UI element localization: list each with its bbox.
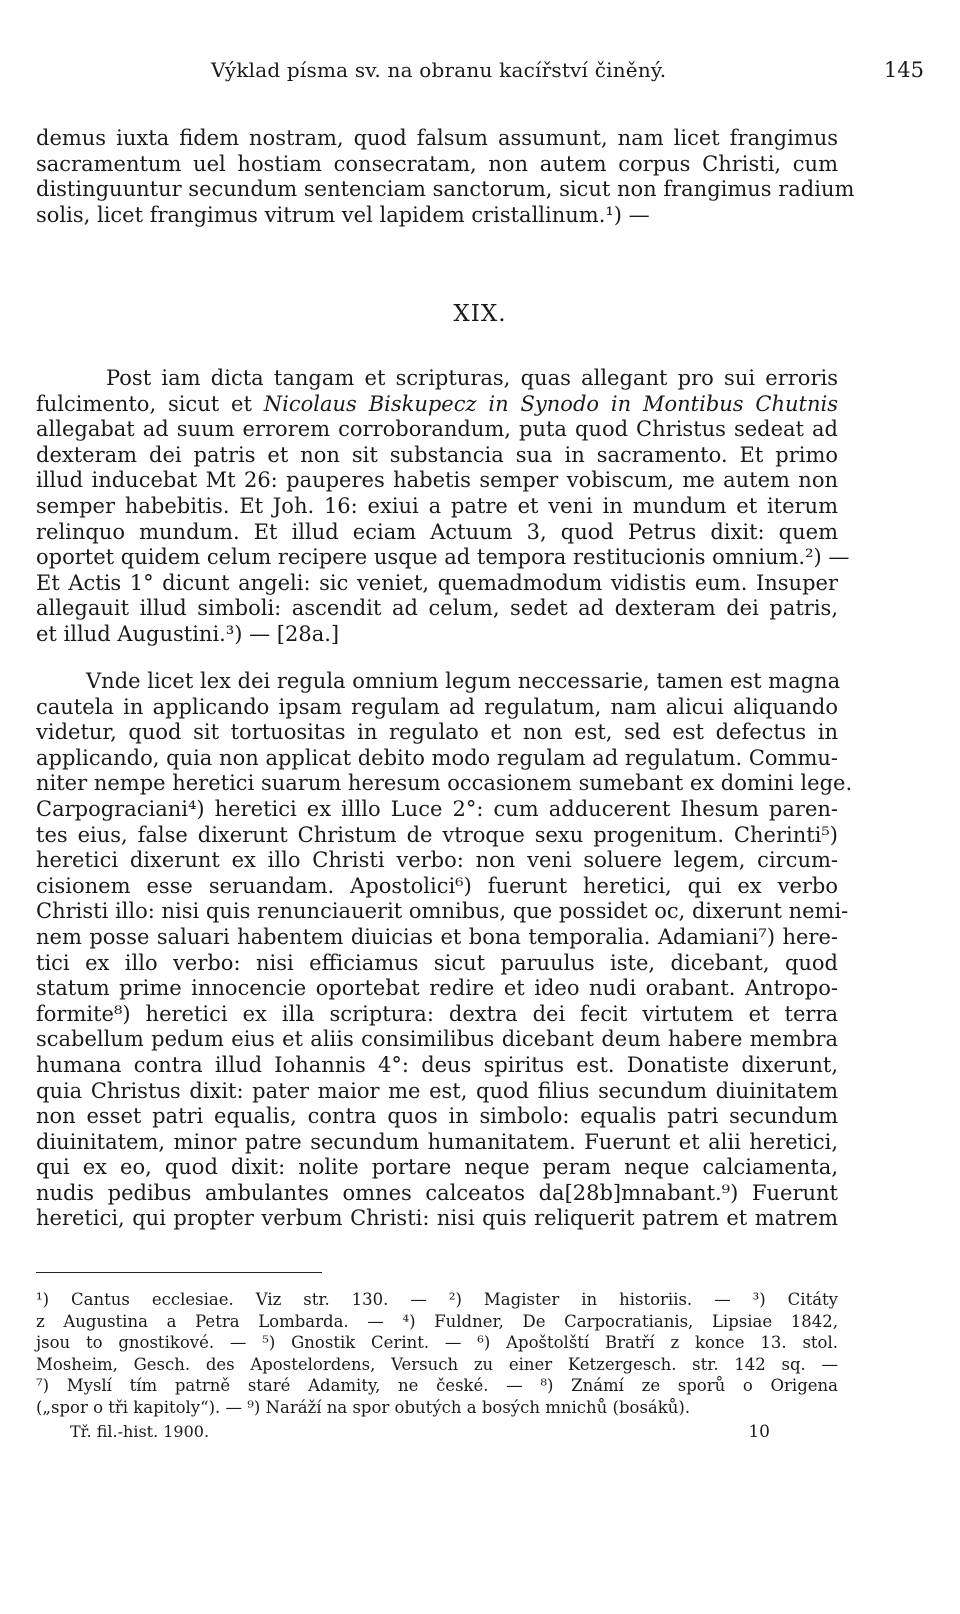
text-line: statum prime innocencie oportebat redire et ideo nudi orabant. Antropo- bbox=[36, 976, 838, 1001]
footnote-line: („spor o tři kapitoly“). — ⁹) Naráží na spor obutých a bosých mnichů (bosáků). bbox=[36, 1397, 691, 1417]
text-line: applicando, quia non applicat debito modo regulam ad regulatum. Commu- bbox=[36, 745, 838, 770]
text-line: sacramentum uel hostiam consecratam, non autem corpus Christi, cum bbox=[36, 151, 838, 176]
text-line: nudis pedibus ambulantes omnes calceatos da[28b]mnabant.⁹) Fuerunt bbox=[36, 1180, 838, 1205]
series-signature: Tř. fil.-hist. 1900. bbox=[70, 1422, 210, 1441]
text-line bbox=[36, 392, 838, 418]
text-line: heretici dixerunt ex illo Christi verbo: non veni soluere legem, circum- bbox=[36, 848, 838, 873]
text-line: heretici, qui propter verbum Christi: nisi quis reliquerit patrem et matrem bbox=[36, 1206, 838, 1231]
running-title: Výklad písma sv. na obranu kacířství činěný. bbox=[211, 58, 667, 82]
continuation-paragraph bbox=[36, 126, 855, 228]
footnote-line: ¹) Cantus ecclesiae. Viz str. 130. — ²) Magister in historiis. — ³) Citáty bbox=[36, 1290, 838, 1309]
text-line: diuinitatem, minor patre secundum humanitatem. Fuerunt et alii heretici, bbox=[36, 1129, 838, 1154]
text-fragment: fulcimento, sicut et bbox=[36, 391, 264, 416]
text-line: semper habebitis. Et Joh. 16: exiui a patre et veni in mundum et iterum bbox=[36, 493, 838, 518]
text-line: Vnde licet lex dei regula omnium legum neccessarie, tamen est magna bbox=[86, 669, 841, 693]
text-line: allegabat ad suum errorem corroborandum, puta quod Christus sedeat ad bbox=[36, 417, 838, 442]
text-line: oportet quidem celum recipere usque ad tempora restitucionis omnium.²) — bbox=[36, 545, 850, 570]
text-line: humana contra illud Iohannis 4°: deus spiritus est. Donatiste dixerunt, bbox=[36, 1052, 838, 1077]
text-line: nem posse saluari habentem diuicias et bona temporalia. Adamiani⁷) here- bbox=[36, 924, 838, 949]
printer-signature bbox=[70, 1422, 770, 1446]
text-line: niter nempe heretici suarum heresum occasionem sumebant ex domini lege. bbox=[36, 771, 853, 796]
paragraph bbox=[36, 366, 850, 648]
text-line: tici ex illo verbo: nisi efficiamus sicut paruulus iste, dicebant, quod bbox=[36, 950, 838, 975]
running-header bbox=[36, 58, 924, 92]
text-line: quia Christus dixit: pater maior me est, quod filius secundum diuinitatem bbox=[36, 1078, 838, 1103]
text-line: Christi illo: nisi quis renunciauerit omnibus, que possidet oc, dixerunt nemi- bbox=[36, 899, 849, 924]
text-line: dexteram dei patris et non sit substancia sua in sacramento. Et primo bbox=[36, 442, 838, 467]
text-line: tes eius, false dixerunt Christum de vtroque sexu progenitum. Cherinti⁵) bbox=[36, 822, 838, 847]
footnote-line: z Augustina a Petra Lombarda. — ⁴) Fuldner, De Carpocratianis, Lipsiae 1842, bbox=[36, 1311, 838, 1331]
text-line: qui ex eo, quod dixit: nolite portare neque peram neque calciamenta, bbox=[36, 1155, 838, 1180]
footnote-line: jsou to gnostikové. — ⁵) Gnostik Cerint. — ⁶) Apoštolští Bratří z konce 13. stol. bbox=[36, 1333, 838, 1353]
page-number: 145 bbox=[883, 58, 924, 82]
sheet-number: 10 bbox=[748, 1422, 770, 1442]
footnote-divider bbox=[36, 1272, 322, 1273]
section-paragraph-2 bbox=[36, 669, 853, 1232]
text-line: Carpograciani⁴) heretici ex illlo Luce 2°: cum adducerent Ihesum paren- bbox=[36, 796, 838, 821]
section-paragraph-1 bbox=[36, 366, 850, 648]
text-line: cautela in applicando ipsam regulam ad regulatum, nam alicui aliquando bbox=[36, 694, 838, 719]
text-line: Post iam dicta tangam et scripturas, quas allegant pro sui erroris bbox=[106, 366, 838, 390]
text-line: non esset patri equalis, contra quos in simbolo: equalis patri secundum bbox=[36, 1104, 838, 1129]
text-line: distinguuntur secundum sentenciam sanctorum, sicut non frangimus radium bbox=[36, 177, 855, 202]
text-line: Et Actis 1° dicunt angeli: sic veniet, quemadmodum vidistis eum. Insuper bbox=[36, 570, 838, 595]
paragraph bbox=[36, 669, 853, 1232]
text-line: relinquo mundum. Et illud eciam Actuum 3, quod Petrus dixit: quem bbox=[36, 519, 838, 544]
text-line: allegauit illud simboli: ascendit ad celum, sedet ad dexteram dei patris, bbox=[36, 596, 838, 621]
text-line: demus iuxta fidem nostram, quod falsum assumunt, nam licet frangimus bbox=[36, 126, 838, 150]
text-line: formite⁸) heretici ex illa scriptura: dextra dei fecit virtutem et terra bbox=[36, 1001, 838, 1026]
text-line: scabellum pedum eius et aliis consimilibus dicebant deum habere membra bbox=[36, 1027, 838, 1052]
footnotes bbox=[36, 1289, 838, 1419]
text-line: et illud Augustini.³) — [28a.] bbox=[36, 621, 340, 646]
footnote-line: ⁷) Myslí tím patrně staré Adamity, ne české. — ⁸) Známí ze sporů o Origena bbox=[36, 1376, 838, 1396]
footnote-line: Mosheim, Gesch. des Apostelordens, Versuch zu einer Ketzergesch. str. 142 sq. — bbox=[36, 1354, 838, 1374]
text-line: illud inducebat Mt 26: pauperes habetis semper vobiscum, me autem non bbox=[36, 468, 838, 493]
text-line: cisionem esse seruandam. Apostolici⁶) fuerunt heretici, qui ex verbo bbox=[36, 873, 838, 898]
section-heading: XIX. bbox=[453, 301, 507, 327]
text-line: videtur, quod sit tortuositas in regulato et non est, sed est defectus in bbox=[36, 720, 838, 745]
text-line: solis, licet frangimus vitrum vel lapidem cristallinum.¹) — bbox=[36, 202, 650, 227]
italic-citation: Nicolaus Biskupecz in Synodo in Montibus Chutnis bbox=[263, 391, 838, 416]
paragraph bbox=[36, 126, 855, 228]
